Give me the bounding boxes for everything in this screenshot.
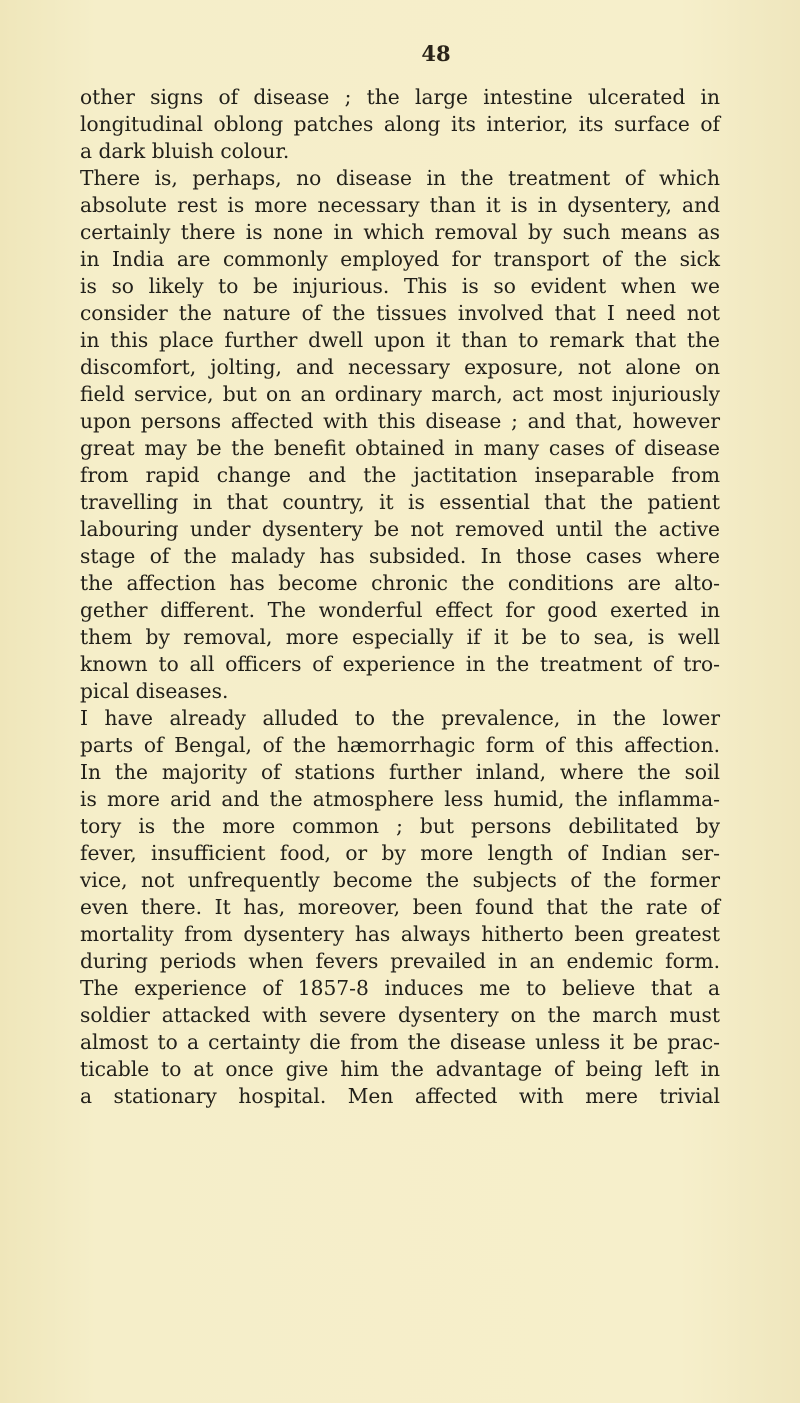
text-line: a dark bluish colour. bbox=[80, 139, 290, 163]
text-line: field service, but on an ordinary march, act most injuriously bbox=[80, 382, 720, 406]
text-line: I have already alluded to the prevalence, in the lower bbox=[80, 706, 720, 730]
text-line: in India are commonly employed for transport of the sick bbox=[80, 247, 720, 271]
text-line: them by removal, more especially if it be to sea, is well bbox=[80, 625, 720, 649]
text-line: upon persons affected with this disease ; and that, however bbox=[80, 409, 720, 433]
page-number: 48 bbox=[421, 41, 451, 66]
text-line: from rapid change and the jactitation inseparable from bbox=[80, 463, 720, 487]
body-text bbox=[80, 84, 720, 1110]
text-line: soldier attacked with severe dysentery on the march must bbox=[80, 1003, 720, 1027]
text-line: parts of Bengal, of the hæmorrhagic form of this affection. bbox=[80, 733, 720, 757]
text-line: mortality from dysentery has always hitherto been greatest bbox=[80, 922, 720, 946]
text-line: absolute rest is more necessary than it is in dysentery, and bbox=[80, 193, 720, 217]
text-line: is more arid and the atmosphere less humid, the inflamma- bbox=[80, 787, 720, 811]
text-line: a stationary hospital. Men affected with mere trivial bbox=[80, 1084, 720, 1108]
text-line: discomfort, jolting, and necessary exposure, not alone on bbox=[80, 355, 720, 379]
text-line: consider the nature of the tissues involved that I need not bbox=[80, 301, 720, 325]
text-line: stage of the malady has subsided. In those cases where bbox=[80, 544, 720, 568]
text-line: tory is the more common ; but persons debilitated by bbox=[80, 814, 720, 838]
text-line: is so likely to be injurious. This is so evident when we bbox=[80, 274, 720, 298]
text-line: The experience of 1857-8 induces me to believe that a bbox=[80, 976, 720, 1000]
text-line: in this place further dwell upon it than to remark that the bbox=[80, 328, 720, 352]
text-line: great may be the benefit obtained in many cases of disease bbox=[80, 436, 720, 460]
text-line: pical diseases. bbox=[80, 679, 229, 703]
text-line: longitudinal oblong patches along its interior, its surface of bbox=[80, 112, 720, 136]
text-line: almost to a certainty die from the disease unless it be prac- bbox=[80, 1030, 720, 1054]
text-line: travelling in that country, it is essential that the patient bbox=[80, 490, 720, 514]
text-line: even there. It has, moreover, been found that the rate of bbox=[80, 895, 720, 919]
text-line: labouring under dysentery be not removed until the active bbox=[80, 517, 720, 541]
text-line: during periods when fevers prevailed in an endemic form. bbox=[80, 949, 720, 973]
text-line: ticable to at once give him the advantage of being left in bbox=[80, 1057, 720, 1081]
text-line: gether different. The wonderful effect for good exerted in bbox=[80, 598, 720, 622]
text-line: certainly there is none in which removal by such means as bbox=[80, 220, 720, 244]
text-line: fever, insufficient food, or by more length of Indian ser- bbox=[80, 841, 720, 865]
text-line: known to all officers of experience in the treatment of tro- bbox=[80, 652, 720, 676]
text-line: In the majority of stations further inland, where the soil bbox=[80, 760, 720, 784]
text-line: other signs of disease ; the large intestine ulcerated in bbox=[80, 85, 720, 109]
text-line: the affection has become chronic the conditions are alto- bbox=[80, 571, 720, 595]
text-line: vice, not unfrequently become the subjects of the former bbox=[80, 868, 720, 892]
text-line: There is, perhaps, no disease in the treatment of which bbox=[80, 166, 720, 190]
